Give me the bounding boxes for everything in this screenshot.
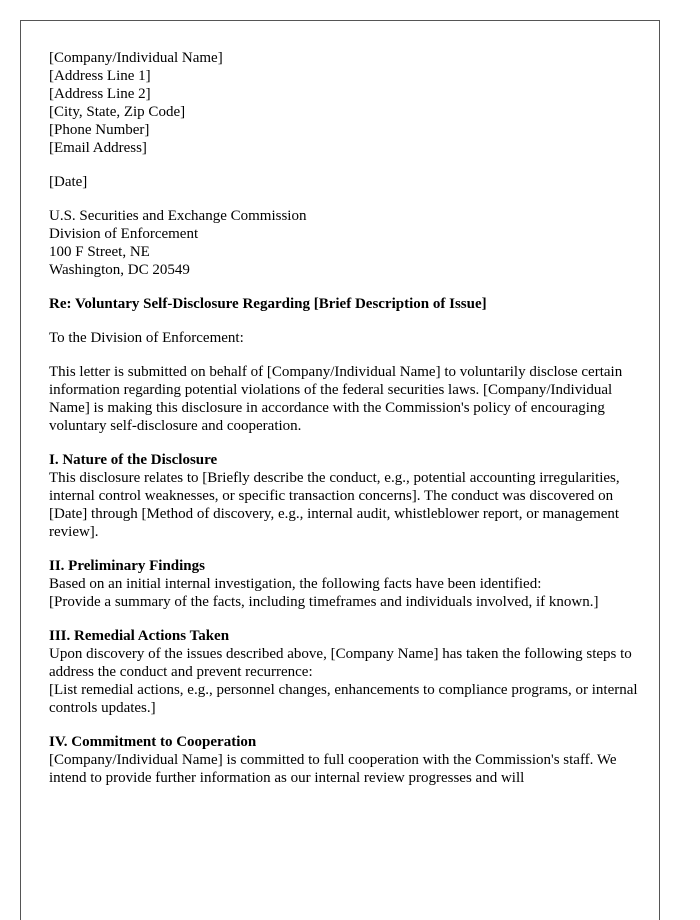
section-heading: III. Remedial Actions Taken: [49, 628, 230, 644]
section-body-placeholder: [Provide a summary of the facts, including timeframes and individuals involved, if known.]: [49, 594, 599, 610]
sender-address-line-1: [Address Line 1]: [49, 68, 151, 84]
intro-paragraph: This letter is submitted on behalf of [Company/Individual Name] to voluntarily disclose certain information regarding potential violations of the federal securities laws. [Company/Individual Name] is making this disclosure in accordance with the Commission's policy of encouraging voluntary self-disclosure and cooperation.: [49, 364, 623, 434]
section-body: [Company/Individual Name] is committed to full cooperation with the Commission's staff. We intend to provide further information as our internal review progresses and will: [49, 752, 617, 786]
salutation: To the Division of Enforcement:: [49, 330, 244, 346]
recipient-division: Division of Enforcement: [49, 226, 199, 242]
section-heading: IV. Commitment to Cooperation: [49, 734, 257, 750]
section-body: This disclosure relates to [Briefly describe the conduct, e.g., potential accounting irregularities, internal control weaknesses, or specific transaction concerns]. The conduct was discovered on [Date] through [Method of discovery, e.g., internal audit, whistleblower report, or management review].: [49, 470, 620, 540]
section-nature-of-disclosure: [49, 451, 639, 541]
letter-content: [49, 49, 639, 805]
letter-date: [49, 173, 639, 191]
sender-email: [Email Address]: [49, 140, 147, 156]
section-body: Upon discovery of the issues described above, [Company Name] has taken the following steps to address the conduct and prevent recurrence:: [49, 646, 632, 680]
section-preliminary-findings: [49, 557, 639, 611]
recipient-street: 100 F Street, NE: [49, 244, 150, 260]
date-text: [Date]: [49, 174, 88, 190]
sender-name: [Company/Individual Name]: [49, 50, 223, 66]
sender-city-state-zip: [City, State, Zip Code]: [49, 104, 186, 120]
section-heading: I. Nature of the Disclosure: [49, 452, 218, 468]
sender-phone: [Phone Number]: [49, 122, 150, 138]
section-body-placeholder: [List remedial actions, e.g., personnel changes, enhancements to compliance programs, or internal controls updates.]: [49, 682, 638, 716]
recipient-org: U.S. Securities and Exchange Commission: [49, 208, 307, 224]
section-commitment-to-cooperation: [49, 733, 639, 787]
section-body: Based on an initial internal investigation, the following facts have been identified:: [49, 576, 542, 592]
letter-page: [20, 20, 660, 920]
recipient-address: [49, 207, 639, 279]
recipient-city: Washington, DC 20549: [49, 262, 190, 278]
sender-address: [49, 49, 639, 157]
sender-address-line-2: [Address Line 2]: [49, 86, 151, 102]
section-heading: II. Preliminary Findings: [49, 558, 205, 574]
subject-line: Re: Voluntary Self-Disclosure Regarding [Brief Description of Issue]: [49, 296, 487, 312]
section-remedial-actions: [49, 627, 639, 717]
